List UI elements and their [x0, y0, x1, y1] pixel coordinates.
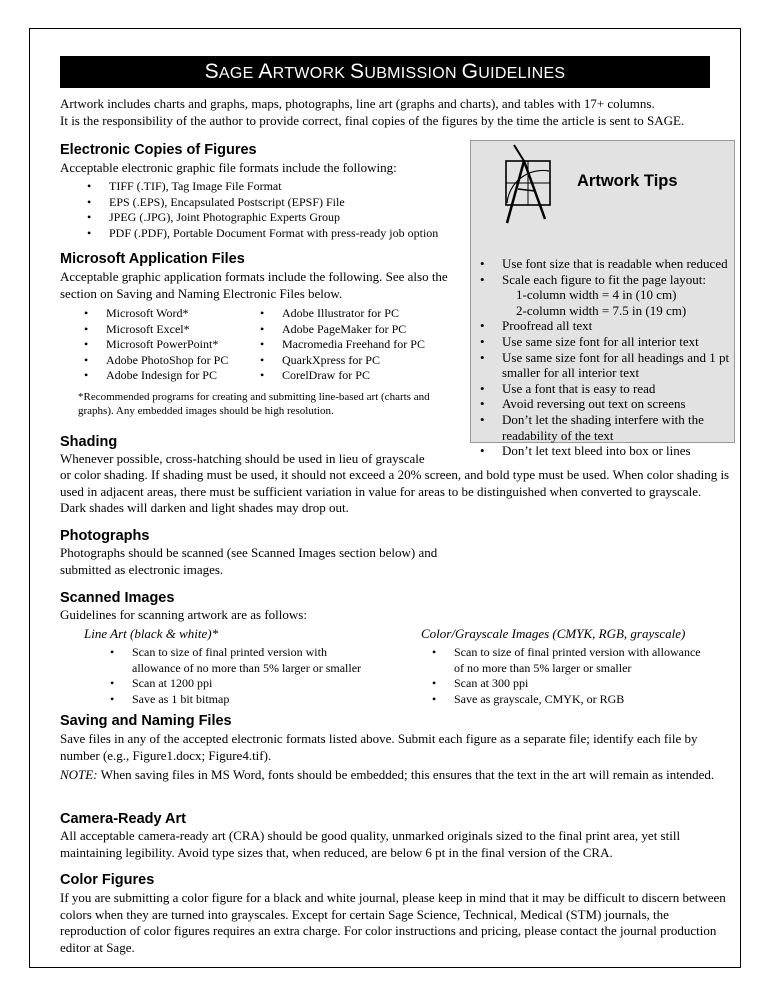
list-item: • Avoid reversing out text on screens: [476, 396, 734, 412]
list-item: • Scan at 1200 ppi: [106, 676, 376, 692]
electronic-heading: Electronic Copies of Figures: [60, 142, 257, 158]
scanned-heading: Scanned Images: [60, 590, 175, 606]
compass-drafting-icon: [497, 143, 567, 233]
list-item: • Use same size font for all interior text: [476, 334, 734, 350]
list-item: • Save as 1 bit bitmap: [106, 692, 376, 708]
list-item: • JPEG (.JPG), Joint Photographic Experts Group: [83, 210, 473, 226]
electronic-format-list: [83, 179, 473, 241]
microsoft-list-col1: [80, 306, 265, 384]
scanned-text: Guidelines for scanning artwork are as follows:: [60, 607, 307, 622]
list-item: • PDF (.PDF), Portable Document Format with press-ready job option: [83, 226, 473, 242]
color-grayscale-list: [428, 645, 703, 707]
list-item: • Use a font that is easy to read: [476, 381, 734, 397]
shading-heading: Shading: [60, 434, 118, 450]
saving-text: Save files in any of the accepted electronic formats listed above. Submit each figure as a separate file; identify each file by number (e.g., Figure1.docx; Figure4.tif).: [60, 731, 698, 763]
list-item: • Scan to size of final printed version with allowance of no more than 5% larger or smaller: [428, 645, 703, 676]
list-item: • Use same size font for all headings and 1 pt smaller for all interior text: [476, 350, 734, 381]
color-figures-heading: Color Figures: [60, 872, 155, 888]
list-item: • Scale each figure to fit the page layout: 1-column width = 4 in (10 cm) 2-column width = 7.5 in (19 cm): [476, 272, 734, 319]
color-figures-text: If you are submitting a color figure for a black and white journal, please keep in mind that it may be difficult to discern between colors when they are turned into grayscales. Except for certain Sage Science, Technical, Medical (STM) journals, the reproduction of color figures requires an extra charge. For color instructions and pricing, please contact the journal production editor at Sage.: [60, 890, 726, 955]
microsoft-heading: Microsoft Application Files: [60, 251, 245, 267]
page-title: SAGE ARTWORK SUBMISSION GUIDELINES: [60, 56, 710, 88]
microsoft-text: Acceptable graphic application formats include the following. See also the section on Saving and Naming Electronic Files below.: [60, 269, 448, 301]
list-item: • Use font size that is readable when reduced: [476, 256, 734, 272]
intro-line-2: It is the responsibility of the author to provide correct, final copies of the figures by the time the article is sent to SAGE.: [60, 113, 685, 128]
list-item: • Don’t let text bleed into box or lines: [476, 443, 734, 459]
electronic-text: Acceptable electronic graphic file formats include the following:: [60, 160, 397, 175]
photographs-text: Photographs should be scanned (see Scanned Images section below) and submitted as electronic images.: [60, 545, 438, 577]
line-art-list: [106, 645, 376, 707]
microsoft-list-col2: [256, 306, 466, 384]
color-grayscale-label: Color/Grayscale Images (CMYK, RGB, grayscale): [421, 626, 686, 641]
list-item: • Adobe PageMaker for PC: [256, 322, 466, 338]
line-art-label: Line Art (black & white)*: [84, 626, 219, 641]
list-item: • Adobe Indesign for PC: [80, 368, 265, 384]
list-item: • Adobe Illustrator for PC: [256, 306, 466, 322]
microsoft-note: *Recommended programs for creating and submitting line-based art (charts and graphs). Any embedded images should be high resolution.: [78, 391, 430, 417]
photographs-heading: Photographs: [60, 528, 150, 544]
list-item: • Save as grayscale, CMYK, or RGB: [428, 692, 703, 708]
saving-heading: Saving and Naming Files: [60, 713, 232, 729]
saving-note: NOTE: When saving files in MS Word, fonts should be embedded; this ensures that the text in the art will remain as intended.: [60, 767, 715, 782]
list-item: • CorelDraw for PC: [256, 368, 466, 384]
artwork-tips-list: [476, 256, 734, 459]
list-item: • TIFF (.TIF), Tag Image File Format: [83, 179, 473, 195]
list-item: • Proofread all text: [476, 318, 734, 334]
list-item: • Adobe PhotoShop for PC: [80, 353, 265, 369]
list-item: • EPS (.EPS), Encapsulated Postscript (EPSF) File: [83, 195, 473, 211]
intro-line-1: Artwork includes charts and graphs, maps, photographs, line art (graphs and charts), and tables with 17+ columns.: [60, 96, 655, 111]
list-item: • Microsoft PowerPoint*: [80, 337, 265, 353]
list-item: • Scan at 300 ppi: [428, 676, 703, 692]
shading-text: or color shading. If shading must be used, it should not exceed a 20% screen, and bold type must be used. When color shading is used in adjacent areas, there must be sufficient variation in value for areas to be distinguished when converted to grayscale. Dark shades will darken and light shades may drop out.: [60, 467, 730, 515]
list-item: • Scan to size of final printed version with allowance of no more than 5% larger or smaller: [106, 645, 376, 676]
list-item: • Microsoft Excel*: [80, 322, 265, 338]
list-item: • Don’t let the shading interfere with the readability of the text: [476, 412, 734, 443]
list-item: • Macromedia Freehand for PC: [256, 337, 466, 353]
camera-ready-heading: Camera-Ready Art: [60, 811, 186, 827]
camera-ready-text: All acceptable camera-ready art (CRA) should be good quality, unmarked originals sized to the final print area, yet still maintaining legibility. Avoid type sizes that, when reduced, are below 6 pt in the final version of the CRA.: [60, 828, 681, 860]
list-item: • Microsoft Word*: [80, 306, 265, 322]
artwork-tips-title: Artwork Tips: [577, 172, 678, 190]
shading-text-line1: Whenever possible, cross-hatching should be used in lieu of grayscale: [60, 451, 425, 466]
list-item: • QuarkXpress for PC: [256, 353, 466, 369]
